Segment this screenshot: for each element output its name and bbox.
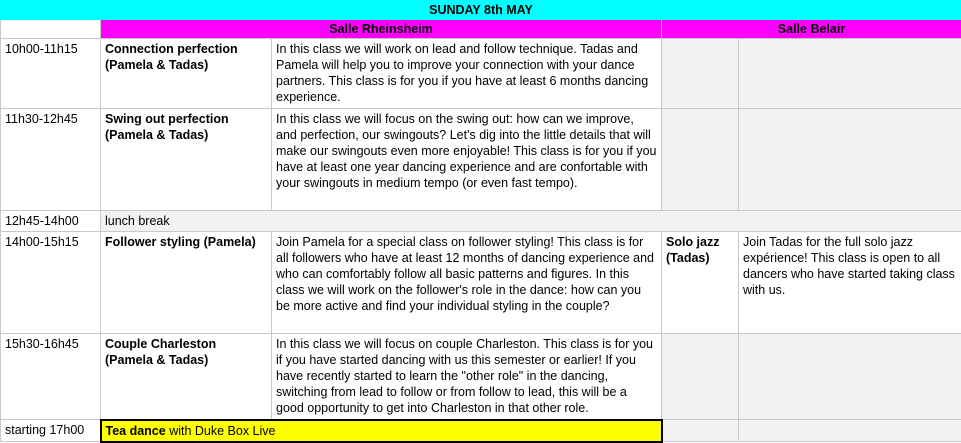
class-title-cell [101, 109, 272, 211]
empty-cell [662, 39, 739, 109]
class-title: Follower styling (Pamela) [105, 234, 267, 250]
class-title: Couple Charleston [105, 336, 267, 352]
class-title-cell [101, 232, 272, 334]
empty-cell [662, 334, 739, 420]
class-teachers: (Pamela & Tadas) [105, 127, 267, 143]
class-teachers: (Pamela & Tadas) [105, 57, 267, 73]
class-title-cell [101, 39, 272, 109]
tea-dance-details: with Duke Box Live [166, 424, 276, 438]
schedule-row [1, 334, 961, 420]
class-description: Join Pamela for a special class on follower styling! This class is for all followers who have at least 12 months of dancing experience and who can comfortably follow all basic patterns and figures. In this class we will work on the follower's role in the dance: how can you be more active and find your individual styling in the couple? [272, 232, 662, 334]
empty-cell [739, 420, 961, 442]
time-cell: 14h00-15h15 [1, 232, 101, 334]
lunch-row [1, 211, 961, 232]
empty-cell [662, 420, 739, 442]
class-description: In this class we will focus on couple Charleston. This class is for you if you have started dancing with us this semester or earlier! If you have recently started to learn the "other role" in the dancing, switching from lead to follow or from follow to lead, this will be a good opportunity to get into Charleston in that other role. [272, 334, 662, 420]
lunch-break-label: lunch break [101, 211, 961, 232]
room2-class-title: Solo jazz [666, 234, 734, 250]
time-cell: 10h00-11h15 [1, 39, 101, 109]
empty-cell [739, 334, 961, 420]
class-description: In this class we will work on lead and follow technique. Tadas and Pamela will help you to improve your connection with your dance partners. This class is for you if you have at least 6 months dancing experience. [272, 39, 662, 109]
schedule-row [1, 232, 961, 334]
tea-dance-row [1, 420, 961, 442]
time-cell: 15h30-16h45 [1, 334, 101, 420]
room-header-row [1, 20, 961, 39]
room2-class-title-cell [662, 232, 739, 334]
class-title: Swing out perfection [105, 111, 267, 127]
empty-cell [739, 109, 961, 211]
room-rheinsheim-header: Salle Rheinsheim [101, 20, 662, 39]
class-title-cell [101, 334, 272, 420]
room2-class-description: Join Tadas for the full solo jazz expérience! This class is open to all dancers who have started taking class with us. [739, 232, 961, 334]
time-cell: 11h30-12h45 [1, 109, 101, 211]
class-description: In this class we will focus on the swing out: how can we improve, and perfection, our swingouts? Let's dig into the little details that will make our swingouts even more enjoyable! This class is for you if you have at least one year dancing experience and are confortable with your swingouts in medium tempo (or even fast tempo). [272, 109, 662, 211]
day-title: SUNDAY 8th MAY [1, 1, 961, 20]
blank-cell [1, 20, 101, 39]
room-belair-header: Salle Belair [662, 20, 961, 39]
empty-cell [662, 109, 739, 211]
schedule-row [1, 109, 961, 211]
tea-dance-cell [101, 420, 662, 442]
tea-dance-title: Tea dance [106, 424, 166, 438]
time-cell: 12h45-14h00 [1, 211, 101, 232]
day-header-row [1, 1, 961, 20]
room2-class-teachers: (Tadas) [666, 250, 734, 266]
class-title: Connection perfection [105, 41, 267, 57]
empty-cell [739, 39, 961, 109]
class-teachers: (Pamela & Tadas) [105, 352, 267, 368]
time-cell: starting 17h00 [1, 420, 101, 442]
schedule-row [1, 39, 961, 109]
